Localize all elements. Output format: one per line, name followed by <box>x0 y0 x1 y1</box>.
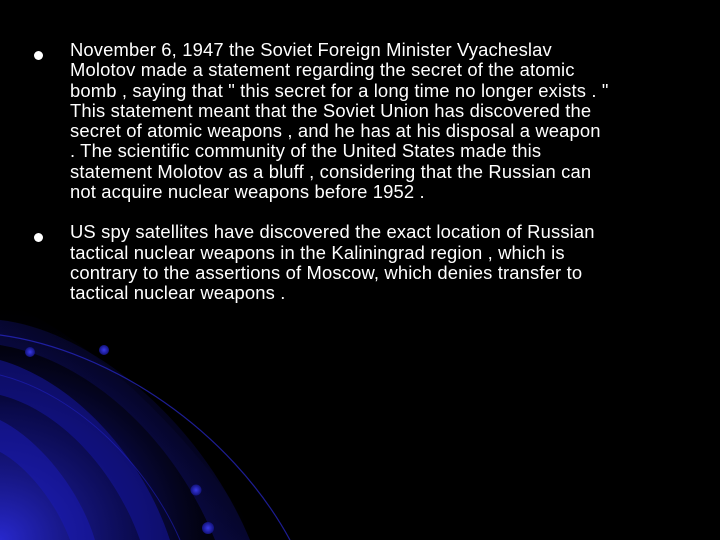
decor-dot <box>191 485 202 496</box>
bullet-text: US spy satellites have discovered the exact location of Russian tactical nuclear weapons in the Kaliningrad region , which is contrary to the assertions of Moscow, which denies transfer to tactical nuclear weapons . <box>70 221 595 304</box>
bullet-dot-icon <box>34 51 43 60</box>
decor-dot <box>202 522 214 534</box>
bullet-item <box>28 222 688 303</box>
decor-dot <box>25 347 35 357</box>
bullet-list <box>28 40 688 304</box>
bullet-dot-icon <box>34 233 43 242</box>
decor-dot <box>99 345 109 355</box>
bullet-item <box>28 40 688 202</box>
bullet-text: November 6, 1947 the Soviet Foreign Minister Vyacheslav Molotov made a statement regarding the secret of the atomic bomb , saying that " this secret for a long time no longer exists . " This statement meant that the Soviet Union has discovered the secret of atomic weapons , and he has at his disposal a weapon . The scientific community of the United States made this statement Molotov as a bluff , considering that the Russian can not acquire nuclear weapons before 1952 . <box>70 39 609 203</box>
